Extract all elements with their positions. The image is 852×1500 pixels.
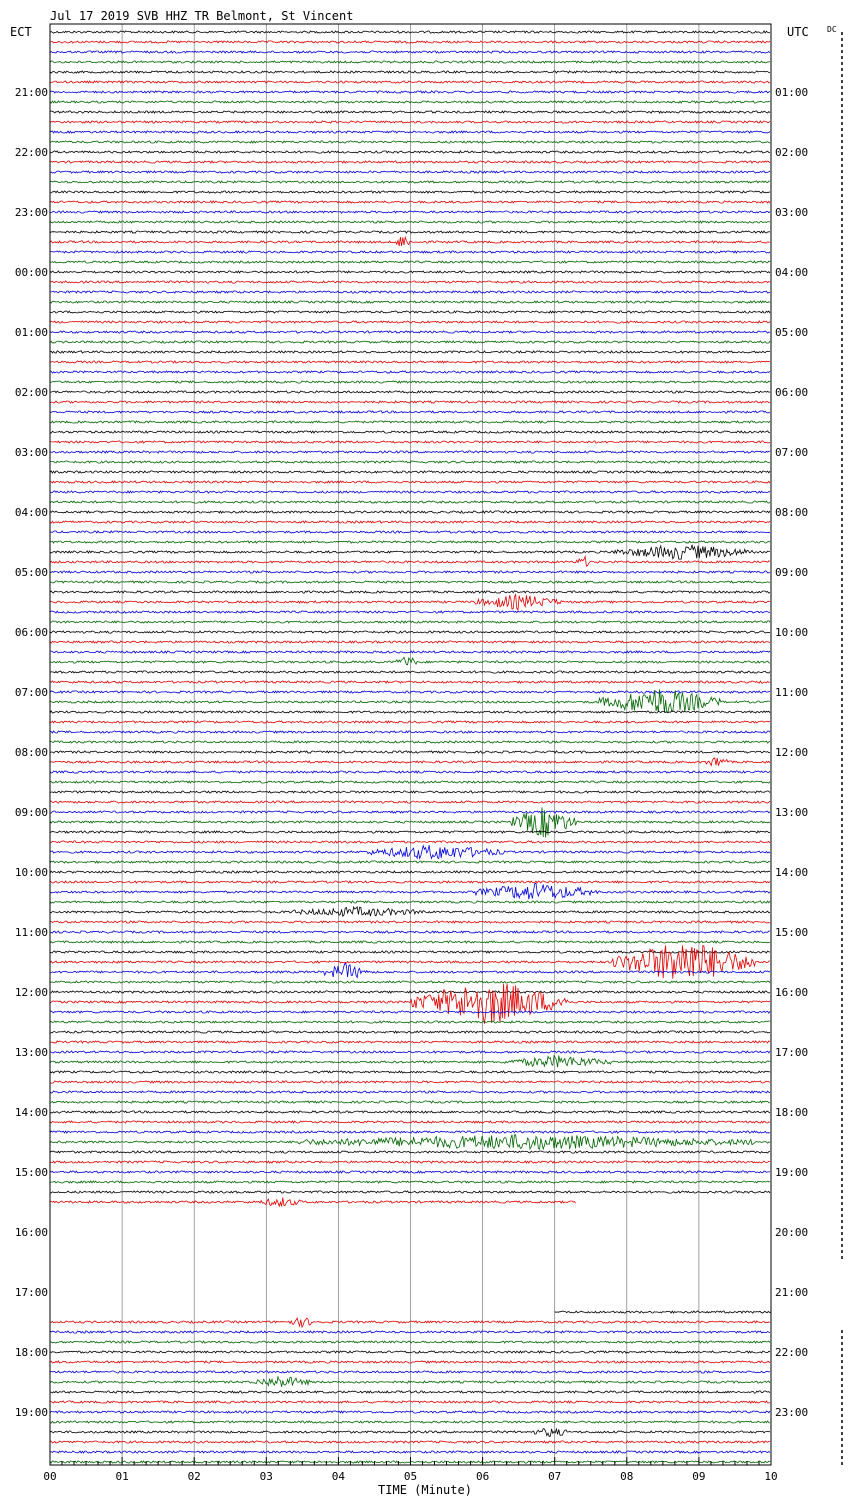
ect-hour-label: 17:00	[14, 1286, 48, 1299]
utc-hour-label: 12:00	[775, 746, 809, 759]
ect-hour-label: 16:00	[14, 1226, 48, 1239]
utc-hour-label: 07:00	[775, 446, 809, 459]
left-axis-header: ECT	[10, 25, 32, 39]
x-tick-label: 04	[331, 1470, 346, 1483]
utc-hour-label: 16:00	[775, 986, 809, 999]
utc-hour-label: 11:00	[775, 686, 809, 699]
utc-hour-label: 02:00	[775, 146, 809, 159]
utc-hour-label: 10:00	[775, 626, 809, 639]
right-axis-header: UTC	[787, 25, 809, 39]
ect-hour-label: 12:00	[14, 986, 48, 999]
utc-hour-label: 06:00	[775, 386, 809, 399]
ect-hour-label: 21:00	[14, 86, 48, 99]
ect-hour-label: 13:00	[14, 1046, 48, 1059]
ect-hour-label: 18:00	[14, 1346, 48, 1359]
x-tick-label: 07	[548, 1470, 562, 1483]
x-tick-label: 10	[764, 1470, 778, 1483]
ect-hour-label: 10:00	[14, 866, 48, 879]
ect-hour-label: 09:00	[14, 806, 48, 819]
x-tick-label: 02	[187, 1470, 201, 1483]
ect-hour-label: 14:00	[14, 1106, 48, 1119]
x-tick-label: 09	[692, 1470, 706, 1483]
ect-hour-label: 04:00	[14, 506, 48, 519]
utc-hour-label: 20:00	[775, 1226, 809, 1239]
x-tick-label: 01	[115, 1470, 129, 1483]
ect-hour-label: 06:00	[14, 626, 48, 639]
utc-hour-label: 09:00	[775, 566, 809, 579]
utc-hour-label: 21:00	[775, 1286, 809, 1299]
ect-hour-label: 23:00	[14, 206, 48, 219]
ect-hour-label: 03:00	[14, 446, 48, 459]
utc-hour-label: 03:00	[775, 206, 809, 219]
ect-hour-label: 00:00	[14, 266, 48, 279]
utc-hour-label: 18:00	[775, 1106, 809, 1119]
ect-hour-label: 22:00	[14, 146, 48, 159]
utc-hour-label: 01:00	[775, 86, 809, 99]
utc-hour-label: 17:00	[775, 1046, 809, 1059]
ect-hour-label: 05:00	[14, 566, 48, 579]
ect-hour-label: 08:00	[14, 746, 48, 759]
x-axis-title: TIME (Minute)	[378, 1483, 472, 1497]
x-tick-label: 03	[259, 1470, 273, 1483]
utc-hour-label: 23:00	[775, 1406, 809, 1419]
x-tick-label: 08	[620, 1470, 634, 1483]
ect-hour-label: 19:00	[14, 1406, 48, 1419]
dc-label: DC	[827, 25, 837, 34]
ect-hour-label: 11:00	[14, 926, 48, 939]
ect-hour-label: 01:00	[14, 326, 48, 339]
chart-title: Jul 17 2019 SVB HHZ TR Belmont, St Vincent	[50, 9, 354, 23]
x-tick-label: 00	[43, 1470, 57, 1483]
ect-hour-label: 07:00	[14, 686, 48, 699]
ect-hour-label: 15:00	[14, 1166, 48, 1179]
utc-hour-label: 05:00	[775, 326, 809, 339]
utc-hour-label: 19:00	[775, 1166, 809, 1179]
utc-hour-label: 13:00	[775, 806, 809, 819]
x-tick-label: 05	[403, 1470, 418, 1483]
ect-hour-label: 02:00	[14, 386, 48, 399]
utc-hour-label: 08:00	[775, 506, 809, 519]
utc-hour-label: 04:00	[775, 266, 809, 279]
utc-hour-label: 14:00	[775, 866, 809, 879]
utc-hour-label: 15:00	[775, 926, 809, 939]
utc-hour-label: 22:00	[775, 1346, 809, 1359]
x-tick-label: 06	[475, 1470, 490, 1483]
